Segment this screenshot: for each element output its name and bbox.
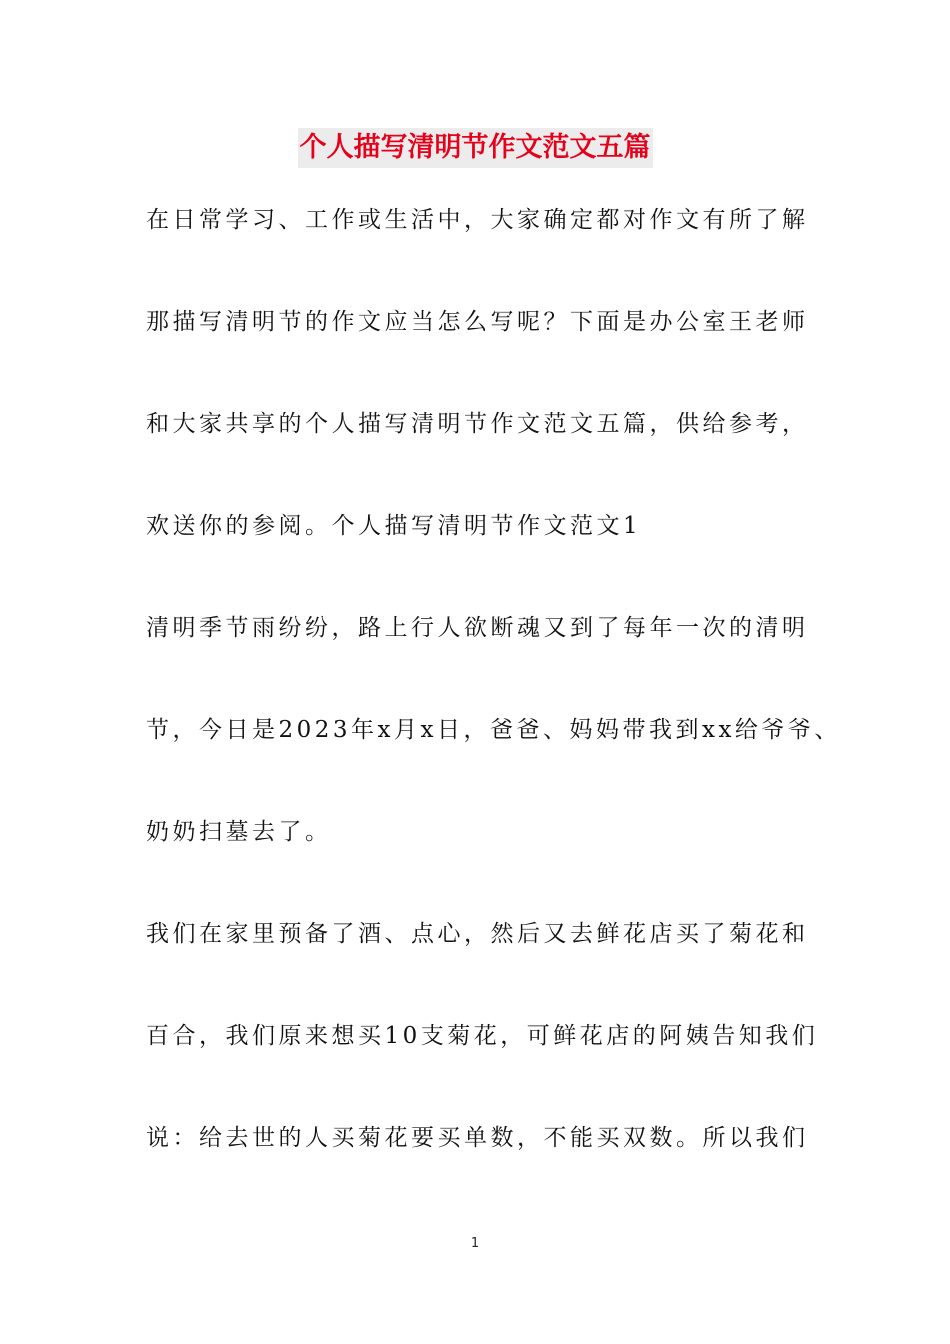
text-line: 节，今日是2023年x月x日，爸爸、妈妈带我到xx给爷爷、 bbox=[146, 717, 841, 743]
text-line: 和大家共享的个人描写清明节作文范文五篇，供给参考， bbox=[146, 411, 809, 437]
document-body bbox=[146, 200, 846, 1220]
text-line: 清明季节雨纷纷，路上行人欲断魂又到了每年一次的清明 bbox=[146, 615, 809, 641]
text-line: 奶奶扫墓去了。 bbox=[146, 819, 332, 845]
text-line: 百合，我们原来想买10支菊花，可鲜花店的阿姨告知我们 bbox=[146, 1023, 819, 1049]
document-title: 个人描写清明节作文范文五篇 bbox=[298, 128, 653, 168]
text-line: 欢送你的参阅。个人描写清明节作文范文1 bbox=[146, 513, 642, 539]
title-container bbox=[0, 128, 950, 168]
page-number: 1 bbox=[470, 1236, 480, 1251]
text-line: 我们在家里预备了酒、点心，然后又去鲜花店买了菊花和 bbox=[146, 921, 809, 947]
text-line: 那描写清明节的作文应当怎么写呢？下面是办公室王老师 bbox=[146, 309, 809, 335]
text-line: 说：给去世的人买菊花要买单数，不能买双数。所以我们 bbox=[146, 1125, 809, 1151]
text-line: 在日常学习、工作或生活中，大家确定都对作文有所了解 bbox=[146, 207, 809, 233]
